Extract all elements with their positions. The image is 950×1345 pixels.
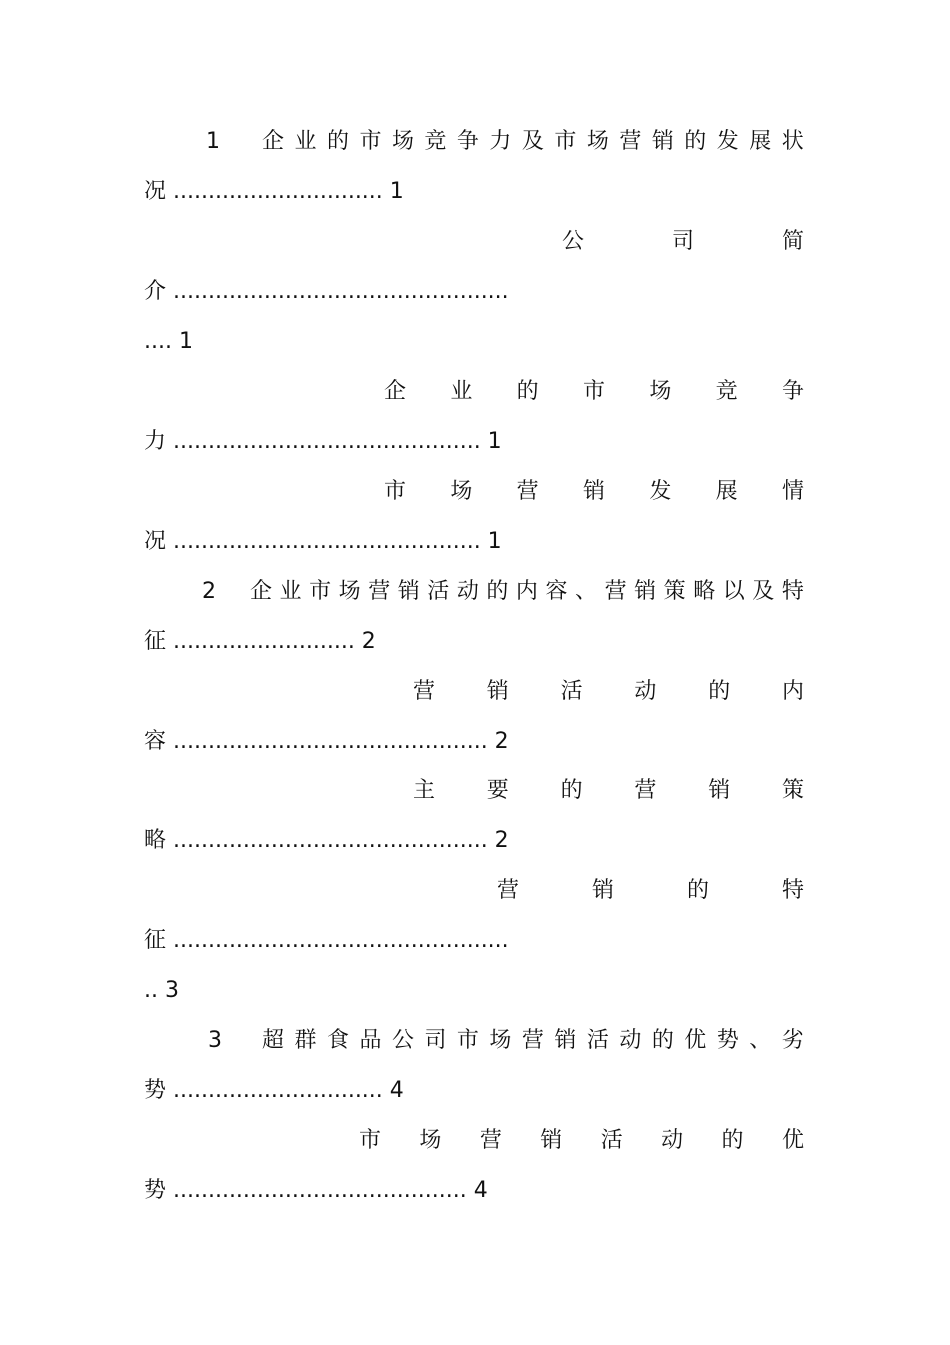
toc-entry-2-continuation[interactable]: 征 .......................... 2 [144,629,376,654]
title-char: 动 [456,579,479,604]
toc-entry-2-2-title[interactable] [413,776,804,806]
toc-entry-1-continuation[interactable]: 况 .............................. 1 [144,179,404,204]
toc-entry-1-number: 1 [206,129,220,154]
toc-entry-2-3-continuation[interactable]: 征 ................................................ [144,928,509,953]
title-char: 司 [424,1028,447,1053]
title-char: 竞 [424,129,447,154]
title-char: 动 [661,1128,684,1153]
title-char: 企 [262,129,285,154]
toc-entry-2-title[interactable] [250,577,804,607]
title-char: 营 [413,679,436,704]
toc-entry-3-continuation[interactable]: 势 .............................. 4 [144,1078,404,1103]
title-char: 争 [781,379,804,404]
title-char: 、 [575,579,598,604]
title-char: 展 [715,479,738,504]
title-char: 销 [582,479,605,504]
title-char: 容 [545,579,568,604]
title-char: 内 [781,679,804,704]
title-char: 市 [456,1028,479,1053]
title-char: 活 [427,579,450,604]
toc-entry-3-title[interactable] [262,1026,804,1056]
title-char: 简 [781,229,804,254]
title-char: 司 [671,229,694,254]
title-char: 争 [456,129,479,154]
title-char: 场 [338,579,361,604]
title-char: 特 [781,878,804,903]
title-char: 的 [721,1128,744,1153]
title-char: 销 [591,878,614,903]
toc-entry-1-1-continuation[interactable]: 介 ................................................ [144,279,509,304]
title-char: 销 [708,778,731,803]
toc-entry-2-1-continuation[interactable]: 容 ............................................. 2 [144,729,509,754]
title-char: 动 [619,1028,642,1053]
title-char: 活 [586,1028,609,1053]
title-char: 状 [781,129,804,154]
title-char: 、 [749,1028,772,1053]
title-char: 策 [781,778,804,803]
title-char: 主 [413,778,436,803]
title-char: 势 [716,1028,739,1053]
title-char: 市 [582,379,605,404]
title-char: 以 [722,579,745,604]
toc-entry-1-3-title[interactable] [384,477,804,507]
title-char: 市 [309,579,332,604]
title-char: 业 [279,579,302,604]
title-char: 营 [521,1028,544,1053]
title-char: 超 [262,1028,285,1053]
title-char: 营 [479,1128,502,1153]
title-char: 市 [359,1128,382,1153]
title-char: 营 [619,129,642,154]
title-char: 企 [250,579,273,604]
title-char: 食 [326,1028,349,1053]
toc-entry-3-number: 3 [208,1028,222,1053]
toc-entry-1-1-page[interactable]: .... 1 [144,329,193,354]
title-char: 销 [634,579,657,604]
toc-entry-1-2-title[interactable] [384,377,804,407]
toc-entry-1-3-continuation[interactable]: 况 ............................................ 1 [144,529,502,554]
title-char: 略 [693,579,716,604]
title-char: 场 [419,1128,442,1153]
title-char: 内 [515,579,538,604]
toc-entry-2-3-page[interactable]: .. 3 [144,978,179,1003]
title-char: 优 [684,1028,707,1053]
title-char: 发 [649,479,672,504]
title-char: 的 [708,679,731,704]
title-char: 业 [294,129,317,154]
title-char: 的 [486,579,509,604]
title-char: 公 [562,229,585,254]
title-char: 销 [540,1128,563,1153]
title-char: 要 [486,778,509,803]
title-char: 的 [516,379,539,404]
title-char: 营 [604,579,627,604]
toc-entry-2-3-title[interactable] [497,876,804,906]
toc-entry-2-1-title[interactable] [413,677,804,707]
title-char: 场 [450,479,473,504]
title-char: 竞 [715,379,738,404]
toc-entry-3-1-title[interactable] [359,1126,804,1156]
toc-entry-2-2-continuation[interactable]: 略 ............................................. 2 [144,828,509,853]
title-char: 力 [489,129,512,154]
toc-entry-1-1-title[interactable] [562,227,804,257]
title-char: 场 [489,1028,512,1053]
title-char: 营 [497,878,520,903]
title-char: 的 [686,878,709,903]
title-char: 动 [634,679,657,704]
title-char: 及 [521,129,544,154]
title-char: 展 [749,129,772,154]
title-char: 场 [649,379,672,404]
title-char: 公 [391,1028,414,1053]
title-char: 销 [554,1028,577,1053]
title-char: 业 [450,379,473,404]
title-char: 营 [368,579,391,604]
title-char: 销 [397,579,420,604]
toc-entry-1-2-continuation[interactable]: 力 ............................................ 1 [144,429,502,454]
title-char: 群 [294,1028,317,1053]
title-char: 的 [560,778,583,803]
title-char: 销 [486,679,509,704]
title-char: 营 [516,479,539,504]
title-char: 优 [781,1128,804,1153]
title-char: 营 [634,778,657,803]
title-char: 的 [684,129,707,154]
title-char: 市 [554,129,577,154]
title-char: 品 [359,1028,382,1053]
title-char: 场 [586,129,609,154]
title-char: 发 [716,129,739,154]
toc-entry-1-title[interactable] [262,127,804,157]
title-char: 的 [651,1028,674,1053]
toc-entry-2-number: 2 [202,579,216,604]
title-char: 特 [781,579,804,604]
title-char: 市 [359,129,382,154]
toc-entry-3-1-continuation[interactable]: 势 .......................................... 4 [144,1178,488,1203]
title-char: 及 [752,579,775,604]
title-char: 活 [560,679,583,704]
title-char: 情 [781,479,804,504]
title-char: 企 [384,379,407,404]
title-char: 场 [391,129,414,154]
title-char: 市 [384,479,407,504]
title-char: 销 [651,129,674,154]
title-char: 劣 [781,1028,804,1053]
title-char: 策 [663,579,686,604]
title-char: 的 [326,129,349,154]
title-char: 活 [600,1128,623,1153]
